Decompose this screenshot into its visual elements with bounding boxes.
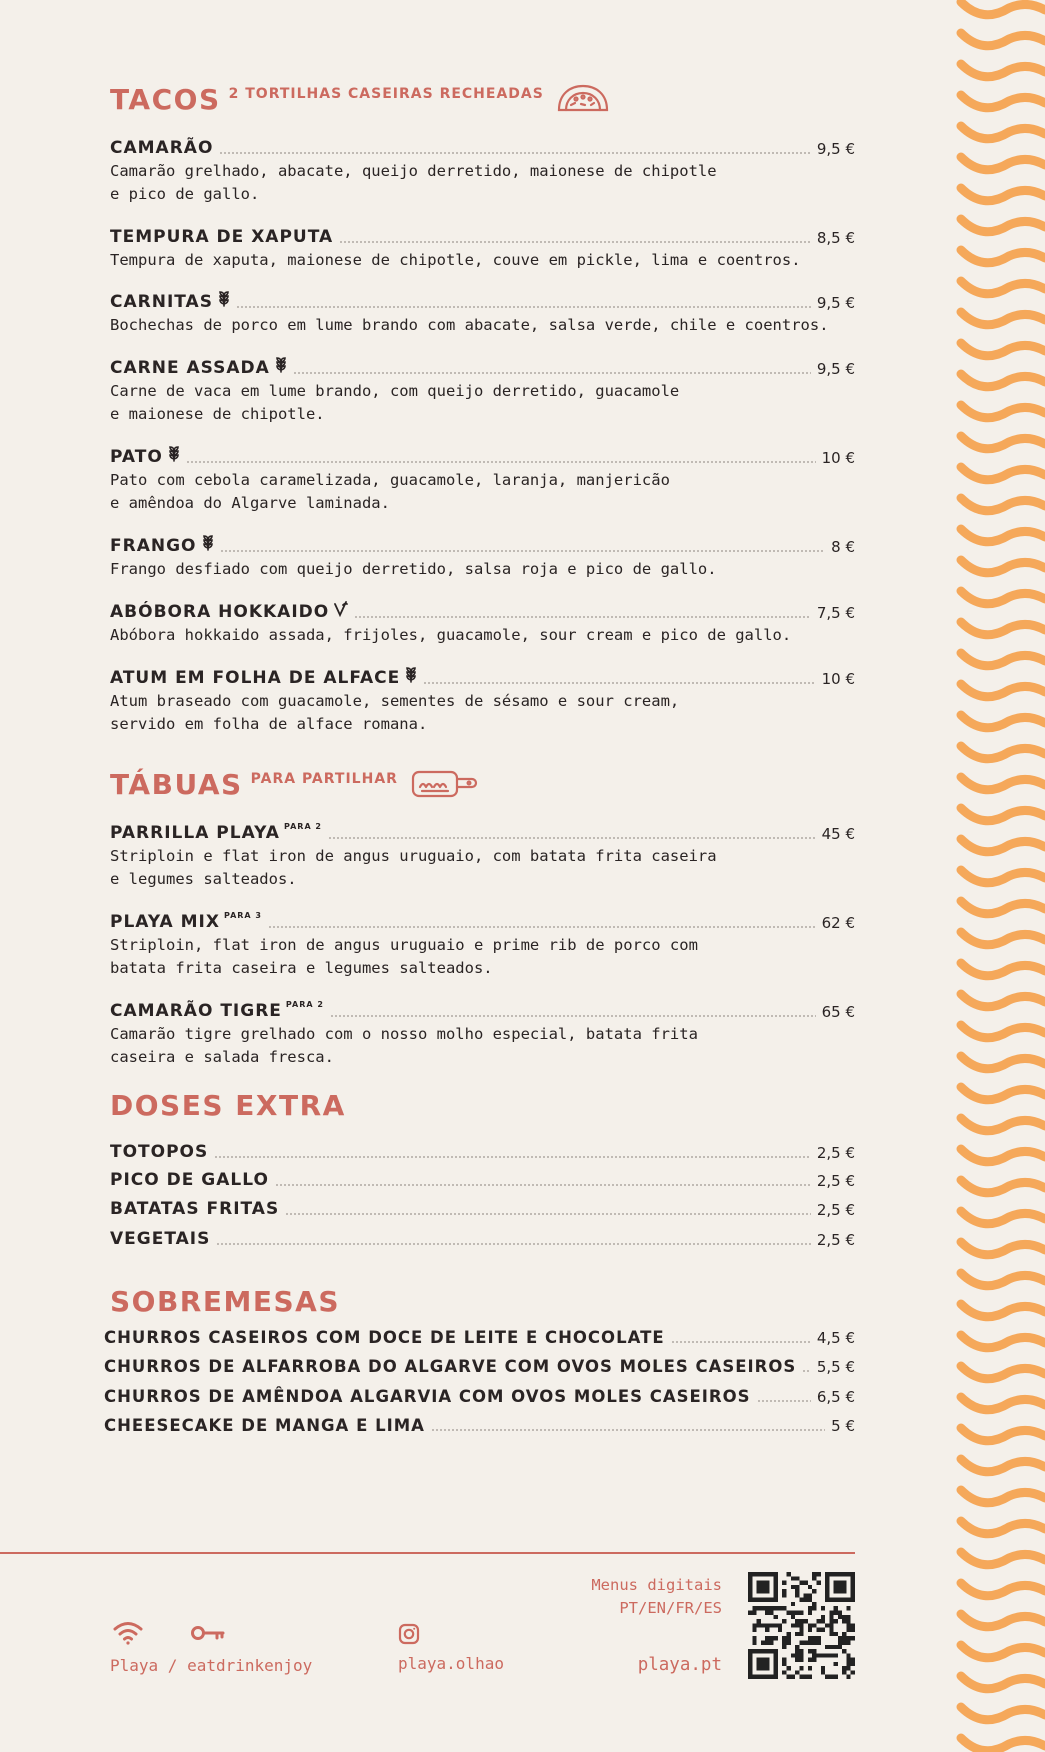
key-icon [190,1624,226,1647]
dotted-leader [285,1211,811,1216]
menu-item-name: CAMARÃO [110,138,214,158]
taco-icon [556,82,610,119]
serving-size-tag: PARA 2 [285,1000,324,1009]
menu-item [110,821,855,891]
menu-item-name: TEMPURA DE XAPUTA [110,227,334,247]
menu-item [104,1413,855,1435]
menu-item-description [110,934,855,980]
section-subtitle: PARA PARTILHAR [250,771,398,787]
menu-item [110,1140,855,1162]
menu-item-price: 45 € [821,825,855,843]
cutting-board-icon [410,767,478,804]
menu-item-name: TOTOPOS [110,1142,209,1162]
menu-item-row [104,1325,855,1347]
dotted-leader [757,1398,811,1403]
menu-item-price: 10 € [821,670,855,688]
menu-item-row [110,1168,855,1190]
dotted-leader [293,370,811,375]
description-line: caseira e salada fresca. [110,1048,334,1066]
menu-item-row [110,1197,855,1219]
dotted-leader [423,680,815,685]
menu-item-name: ATUM EM FOLHA DE ALFACE [110,668,401,688]
menu-item-price: 8,5 € [816,229,855,247]
gluten-free-icon [218,291,230,312]
description-line: e legumes salteados. [110,870,297,888]
menu-item-name: FRANGO [110,536,197,556]
menu-item-price: 9,5 € [816,294,855,312]
description-line: Striploin, flat iron de angus uruguaio e prime rib de porco com [110,936,698,954]
menu-item [110,136,855,206]
dotted-leader [431,1427,825,1432]
section-header-doses-extra [110,1089,346,1122]
dotted-leader [802,1368,811,1373]
wifi-icon [112,1620,144,1651]
dotted-leader [354,614,811,619]
section-title: SOBREMESAS [110,1285,340,1318]
description-line: Tempura de xaputa, maionese de chipotle, couve em pickle, lima e coentros. [110,251,801,269]
dotted-leader [214,1154,811,1159]
section-header-sobremesas [110,1285,340,1318]
menu-item-name: BATATAS FRITAS [110,1199,280,1219]
gluten-free-icon [405,667,417,688]
menu-item-price: 2,5 € [816,1144,855,1162]
menu-item-row [110,999,855,1021]
description-line: Abóbora hokkaido assada, frijoles, guacamole, sour cream e pico de gallo. [110,626,792,644]
menu-item-price: 9,5 € [816,140,855,158]
menu-item-row [110,356,855,378]
dotted-leader [330,1013,816,1018]
menu-item-description [110,160,855,206]
gluten-free-icon [168,446,180,467]
description-line: Atum braseado com guacamole, sementes de sésamo e sour cream, [110,692,680,710]
vegetarian-icon [334,601,348,622]
description-line: Bochechas de porco em lume brando com abacate, salsa verde, chile e coentros. [110,316,829,334]
menu-item [104,1354,855,1376]
description-line: Carne de vaca em lume brando, com queijo derretido, guacamole [110,382,680,400]
dotted-leader [268,924,816,929]
menu-item-description [110,558,855,581]
menu-item-price: 2,5 € [816,1231,855,1249]
menu-item-price: 10 € [821,449,855,467]
menu-item-row [110,1140,855,1162]
footer-divider [0,1552,855,1554]
instagram-icon [398,1623,420,1650]
serving-size-tag: PARA 3 [223,911,262,920]
menu-item-name: CAMARÃO TIGRE [110,1001,282,1021]
menu-item [110,999,855,1069]
menu-item [110,356,855,426]
section-title: DOSES EXTRA [110,1089,346,1122]
serving-size-tag: PARA 2 [283,822,322,831]
digital-menus-languages: PT/EN/FR/ES [619,1599,722,1617]
menu-item [110,290,855,337]
menu-item-row [110,290,855,312]
dotted-leader [328,835,816,840]
menu-item-row [104,1413,855,1435]
menu-item [110,1168,855,1190]
wifi-credentials: Playa / eatdrinkenjoy [110,1656,313,1675]
description-line: e pico de gallo. [110,185,260,203]
menu-item-price: 7,5 € [816,604,855,622]
menu-item-description [110,1023,855,1069]
menu-item-name: CHURROS DE AMÊNDOA ALGARVIA COM OVOS MOLES CASEIROS [104,1387,751,1406]
description-line: e maionese de chipotle. [110,405,325,423]
menu-item-name: PICO DE GALLO [110,1170,269,1190]
menu-item-row [110,1227,855,1249]
description-line: Striploin e flat iron de angus uruguaio, com batata frita caseira [110,847,717,865]
menu-item-price: 4,5 € [816,1329,855,1347]
description-line: Camarão grelhado, abacate, queijo derretido, maionese de chipotle [110,162,717,180]
menu-item-price: 8 € [831,538,855,556]
description-line: batata frita caseira e legumes salteados. [110,959,493,977]
dotted-leader [339,239,811,244]
website-link[interactable]: playa.pt [637,1655,722,1675]
dotted-leader [275,1182,811,1187]
menu-item-row [110,666,855,688]
qr-code[interactable] [748,1572,855,1679]
wave-border-decoration [955,0,1045,1752]
menu-item [110,666,855,736]
menu-item-name: ABÓBORA HOKKAIDO [110,602,330,622]
menu-item-description [110,314,855,337]
menu-item-price: 5,5 € [816,1358,855,1376]
description-line: Pato com cebola caramelizada, guacamole, laranja, manjericão [110,471,670,489]
menu-item-name: CHEESECAKE DE MANGA E LIMA [104,1416,425,1435]
menu-item-description [110,249,855,272]
description-line: Camarão tigre grelhado com o nosso molho especial, batata frita [110,1025,698,1043]
menu-item-name: CARNITAS [110,292,213,312]
menu-item-description [110,624,855,647]
menu-item-row [110,534,855,556]
digital-menus-label: Menus digitais [591,1576,722,1594]
gluten-free-icon [202,535,214,556]
menu-item-description [110,845,855,891]
menu-item-price: 6,5 € [816,1388,855,1406]
section-title: TACOS [110,83,221,116]
section-header-tacos [110,83,610,119]
section-title: TÁBUAS [110,768,243,801]
menu-item-row [110,600,855,622]
menu-item [104,1384,855,1406]
menu-item-name: PLAYA MIX [110,912,220,932]
menu-item-name: CHURROS CASEIROS COM DOCE DE LEITE E CHOCOLATE [104,1328,665,1347]
dotted-leader [236,304,811,309]
section-subtitle: 2 TORTILHAS CASEIRAS RECHEADAS [228,86,544,102]
menu-item [110,445,855,515]
menu-item-description [110,690,855,736]
description-line: e amêndoa do Algarve laminada. [110,494,390,512]
dotted-leader [220,548,826,553]
menu-item [110,1197,855,1219]
menu-item-name: PARRILLA PLAYA [110,823,280,843]
menu-item-description [110,380,855,426]
menu-item-price: 65 € [821,1003,855,1021]
menu-item-name: VEGETAIS [110,1229,211,1249]
menu-item-row [110,225,855,247]
dotted-leader [186,459,816,464]
menu-item-row [110,445,855,467]
menu-item [104,1325,855,1347]
menu-item [110,600,855,647]
menu-item-price: 2,5 € [816,1172,855,1190]
description-line: Frango desfiado com queijo derretido, salsa roja e pico de gallo. [110,560,717,578]
menu-item-price: 5 € [831,1417,855,1435]
menu-item-price: 9,5 € [816,360,855,378]
dotted-leader [219,150,810,155]
instagram-handle[interactable]: playa.olhao [398,1654,504,1673]
menu-item [110,225,855,272]
dotted-leader [671,1339,811,1344]
menu-item-row [110,136,855,158]
menu-item-row [110,821,855,843]
menu-item-row [104,1354,855,1376]
menu-item [110,910,855,980]
menu-item [110,534,855,581]
menu-item-row [104,1384,855,1406]
menu-item-row [110,910,855,932]
menu-item-name: CARNE ASSADA [110,358,270,378]
menu-item-price: 62 € [821,914,855,932]
description-line: servido em folha de alface romana. [110,715,428,733]
menu-item [110,1227,855,1249]
menu-item-name: PATO [110,447,163,467]
dotted-leader [216,1241,810,1246]
menu-item-description [110,469,855,515]
section-header-tabuas [110,768,478,804]
menu-item-price: 2,5 € [816,1201,855,1219]
gluten-free-icon [275,357,287,378]
menu-item-name: CHURROS DE ALFARROBA DO ALGARVE COM OVOS MOLES CASEIROS [104,1357,797,1376]
